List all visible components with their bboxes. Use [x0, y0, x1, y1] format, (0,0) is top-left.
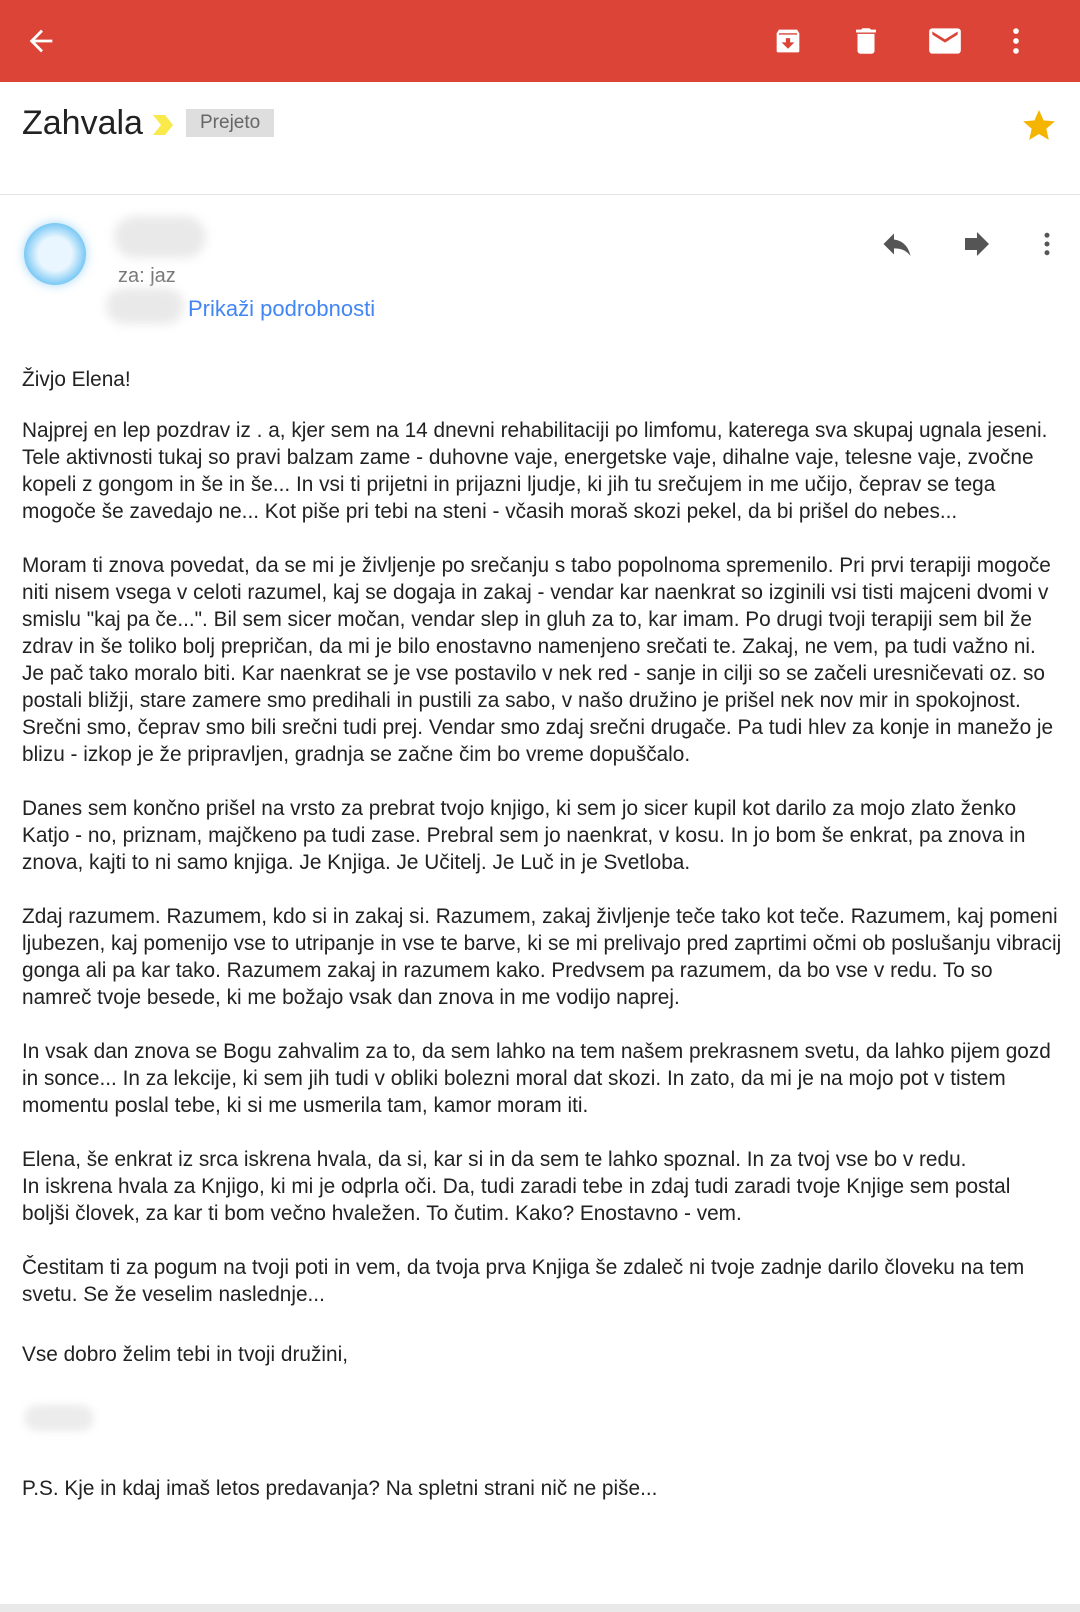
top-app-bar — [0, 0, 1080, 82]
paragraph-6b: In iskrena hvala za Knjigo, ki mi je odprla oči. Da, tudi zaradi tebe in zdaj tudi zaradi tvoje Knjige sem postal boljši človek, za kar ti bom večno hvaležen. To čutim. Kako? Enostavno - vem. — [22, 1175, 1011, 1225]
bottom-edge — [0, 1604, 1080, 1612]
postscript: P.S. Kje in kdaj imaš letos predavanja? Na spletni strani nič ne piše... — [22, 1477, 658, 1500]
paragraph-4: Zdaj razumem. Razumem, kdo si in zakaj si. Razumem, zakaj življenje teče tako kot teče. Razumem, kaj pomeni ljubezen, kaj pomenijo vse to utripanje in vse te barve, ki se mi prelivajo pred zaprtimi očmi ob poslušanju vibracij gonga ali pa kar tako. Razumem zakaj in razumem kako. Predvsem pa razumem, da bo vse v redu. To so namreč tvoje besede, ki me božajo vsak dan znova in me vodijo naprej. — [22, 905, 1062, 1009]
paragraph-6a: Elena, še enkrat iz srca iskrena hvala, da si, kar si in da sem te lahko spoznal. In za tvoj vse bo v redu. — [22, 1148, 967, 1171]
paragraph-2: Moram ti znova povedat, da se mi je življenje po srečanju s tabo popolnoma spremenilo. Pri prvi terapiji mogoče niti nisem vsega v celoti razumel, kaj se dogaja in zakaj - vendar kar naenkrat so izginili vsi tisti majceni dvomi v smislu "kaj pa če...". Bil sem sicer močan, vendar slep in gluh za to, kar imam. Po drugi tvoji terapiji sem bil že zdrav in še toliko bolj prepričan, da mi je bilo enostavno namenjeno srečati te. Zakaj, ne vem, pa tudi važno ni. Je pač tako moralo biti. Kar naenkrat se je vse postavilo v nek red - sanje in cilji so se začeli uresničevati oz. so postali bližji, stare zamere smo predihali in pustili za sabo, v našo družino je prišel nek nov mir in spokojnost. Srečni smo, čeprav smo bili srečni tudi prej. Vendar smo zdaj srečni drugače. Pa tudi hlev za konje in manežo je blizu - izkop je že pripravljen, gradnja se začne čim bo vreme dopuščalo. — [22, 554, 1054, 766]
label-chip[interactable]: Prejeto — [186, 109, 274, 137]
back-arrow-icon[interactable] — [17, 17, 65, 65]
forward-icon[interactable] — [955, 222, 999, 266]
paragraph-3: Danes sem končno prišel na vrsto za prebrat tvojo knjigo, ki sem jo sicer kupil kot darilo za mojo zlato ženko Katjo - no, priznam, majčkeno pa tudi zase. Prebral sem jo naenkrat, v kosu. In jo bom še enkrat, pa znova in znova, kajti to ni samo knjiga. Je Knjiga. Je Učitelj. Je Luč in je Svetloba. — [22, 797, 1026, 874]
archive-icon[interactable] — [764, 17, 812, 65]
recipient-line: za: jaz — [118, 265, 176, 287]
avatar[interactable] — [24, 223, 86, 285]
reply-icon[interactable] — [875, 222, 919, 266]
closing-line: Vse dobro želim tebi in tvoji družini, — [22, 1343, 348, 1366]
star-icon[interactable] — [1020, 106, 1058, 149]
delete-icon[interactable] — [842, 17, 890, 65]
subject-row — [0, 82, 1080, 195]
paragraph-5: In vsak dan znova se Bogu zahvalim za to, da sem lahko na tem našem prekrasnem svetu, da lahko pijem gozd in sonce... In za lekcije, ki sem jih tudi v obliki bolezni moral dat skozi. In zato, da mi je na mojo pot v tistem momentu poslal tebe, ki si me usmerila tam, kamor moram iti. — [22, 1040, 1051, 1117]
importance-marker-icon[interactable] — [150, 112, 176, 143]
show-details-link[interactable]: Prikaži podrobnosti — [188, 296, 376, 321]
sender-date-redacted — [106, 288, 184, 324]
mark-unread-icon[interactable] — [921, 17, 969, 65]
message-body — [22, 366, 1062, 1502]
more-vert-icon[interactable] — [992, 17, 1040, 65]
paragraph-1: Najprej en lep pozdrav iz . a, kjer sem na 14 dnevni rehabilitaciji po limfomu, katerega sva skupaj ugnala jeseni. Tele aktivnosti tukaj so pravi balzam zame - duhovne vaje, energetske vaje, dihalne vaje, telesne vaje, zvočne kopeli z gongom in še in še... In vsi ti prijetni in prijazni ljudje, ki jih tu srečujem in me učijo, čeprav se tega mogoče še zavedajo ne... Kot piše pri tebi na steni - včasih moraš skozi pekel, da bi prišel do nebes... — [22, 419, 1048, 523]
paragraph-7: Čestitam ti za pogum na tvoji poti in vem, da tvoja prva Knjiga še zdaleč ni tvoje zadnje darilo človeku na tem svetu. Se že veselim naslednje... — [22, 1256, 1025, 1306]
greeting: Živjo Elena! — [22, 368, 131, 391]
sender-name-redacted — [114, 216, 206, 258]
message-more-icon[interactable] — [1025, 222, 1069, 266]
email-subject: Zahvala — [22, 104, 143, 142]
signature-redacted — [24, 1405, 94, 1431]
